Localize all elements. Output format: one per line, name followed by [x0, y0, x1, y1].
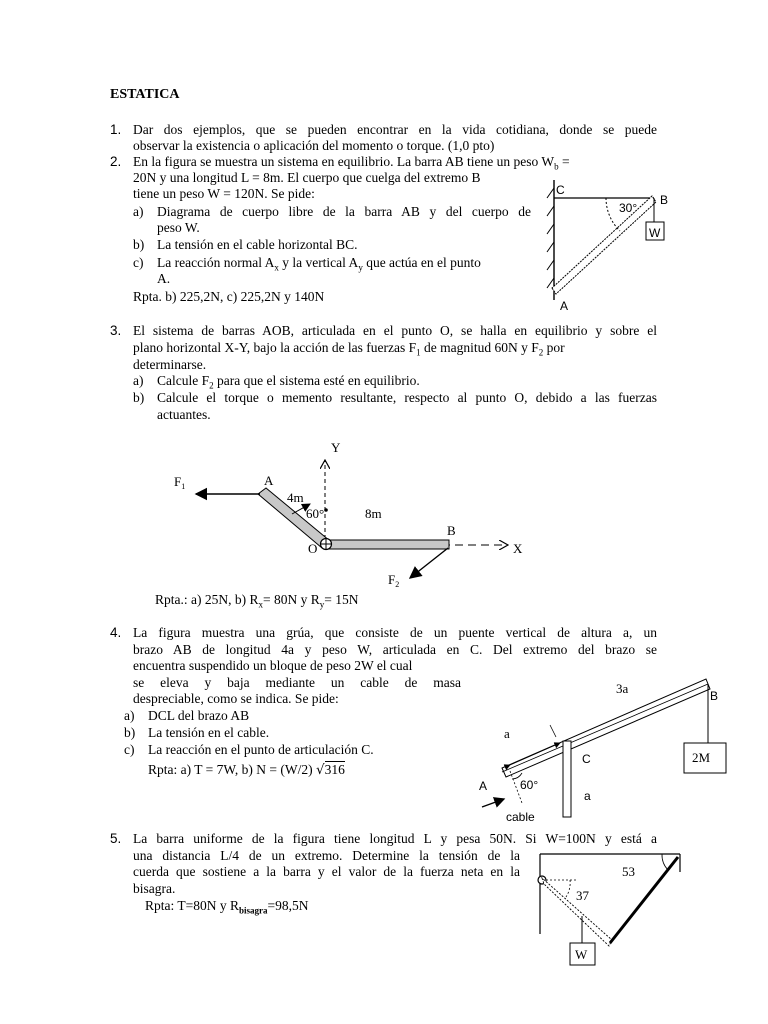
problem-3-line-2-text-3: por — [543, 340, 565, 355]
problem-3-answer-sub-2: y — [319, 599, 325, 610]
label-c: C — [582, 752, 591, 766]
problem-5-figure — [530, 852, 690, 972]
label-b: B — [447, 523, 456, 538]
problem-2-number: 2. — [110, 154, 122, 169]
problem-5-line-3: cuerda que sostiene a la barra y el valor de la fuerza neta en la — [133, 864, 520, 879]
angle-dot — [324, 508, 328, 512]
sqrt-icon: √ — [315, 762, 325, 778]
label-angle-30: 30° — [619, 201, 638, 215]
label-len-4m: 4m — [287, 490, 304, 505]
problem-5-answer-text-2: =98,5N — [267, 898, 309, 913]
problem-4-b-line-1: La tensión en el cable. — [148, 725, 270, 740]
problem-3-answer-text-2: = 80N y R — [263, 592, 320, 607]
problem-2-line-1-sub: b — [554, 161, 559, 172]
label-y: Y — [331, 440, 341, 455]
problem-5-number: 5. — [110, 831, 122, 846]
problem-1-number: 1. — [110, 122, 122, 137]
problem-3-b-label: b) — [133, 390, 145, 405]
problem-2-b-label: b) — [133, 237, 145, 252]
problem-5-answer-sub: bisagra — [239, 905, 268, 916]
problem-4-b-label: b) — [124, 725, 136, 740]
problem-4-number: 4. — [110, 625, 122, 640]
problem-3-line-3: determinarse. — [133, 357, 207, 372]
label-3a: 3a — [616, 681, 629, 696]
problem-2-a-line-2: peso W. — [157, 220, 200, 235]
problem-5-line-4: bisagra. — [133, 881, 176, 896]
problem-3-line-2-sub-1: 1 — [416, 347, 421, 358]
problem-2-line-3: tiene un peso W = 120N. Se pide: — [133, 186, 315, 201]
label-a-point: A — [479, 779, 488, 793]
problem-2-c-line-2: A. — [157, 271, 171, 286]
problem-4-answer-root: 316 — [324, 762, 345, 777]
problem-4-line-2: brazo AB de longitud 4a y peso W, articulada en C. Del extremo del brazo se — [133, 642, 657, 657]
problem-3-a-label: a) — [133, 373, 144, 388]
problem-4-answer-text: Rpta: a) T = 7W, b) N = (W/2) — [148, 762, 313, 777]
problem-2-c-label: c) — [133, 255, 144, 270]
problem-3-a-sub: 2 — [209, 380, 214, 391]
problem-4-line-1: La figura muestra una grúa, que consiste de un puente vertical de altura a, un — [133, 625, 657, 640]
problem-3-answer-sub-1: x — [258, 599, 263, 610]
problem-3-answer — [155, 592, 359, 613]
problem-2-c-text-1: La reacción normal A — [157, 255, 275, 270]
label-w: W — [575, 947, 588, 962]
boom-cable-line — [502, 684, 708, 772]
problem-2-a-label: a) — [133, 204, 144, 219]
label-a-side: a — [584, 789, 591, 803]
label-b: B — [660, 193, 669, 207]
label-a-top: a — [504, 726, 510, 741]
vertical-post — [563, 741, 571, 817]
problem-3-a-text-2: para que el sistema esté en equilibrio. — [213, 373, 420, 388]
problem-3-answer-text-1: Rpta.: a) 25N, b) R — [155, 592, 259, 607]
cable-arrow — [482, 799, 504, 807]
label-w: W — [649, 226, 661, 240]
problem-5-answer-text-1: Rpta: T=80N y R — [145, 898, 239, 913]
problem-4-line-3: encuentra suspendido un bloque de peso 2W el cual — [133, 658, 413, 673]
bar-ob — [325, 540, 449, 549]
label-c: C — [556, 183, 565, 197]
problem-3-number: 3. — [110, 323, 122, 338]
problem-4-c-line-1: La reacción en el punto de articulación C. — [148, 742, 374, 757]
problem-2-c-line-1 — [157, 255, 481, 276]
problem-5-line-1: La barra uniforme de la figura tiene longitud L y pesa 50N. Si W=100N y está a — [133, 831, 657, 846]
problem-2-c-text-2: y la vertical A — [278, 255, 359, 270]
problem-3-line-1: El sistema de barras AOB, articulada en el punto O, se halla en equilibrio y sobre el — [133, 323, 657, 338]
problem-2-b-line-1: La tensión en el cable horizontal BC. — [157, 237, 358, 252]
problem-2-answer: Rpta. b) 225,2N, c) 225,2N y 140N — [133, 289, 325, 304]
problem-3-line-2-text-2: de magnitud 60N y F — [420, 340, 539, 355]
label-o: O — [308, 541, 318, 556]
wall-hatching — [547, 188, 554, 288]
problem-3-answer-text-3: = 15N — [324, 592, 359, 607]
problem-3-b-line-1: Calcule el torque o memento resultante, respecto al punto O, debido a las fuerzas — [157, 390, 657, 405]
problem-3-b-line-2: actuantes. — [157, 407, 211, 422]
problem-2-a-line-1: Diagrama de cuerpo libre de la barra AB y del cuerpo de — [157, 204, 531, 219]
label-b: B — [710, 689, 719, 703]
problem-4-a-label: a) — [124, 708, 135, 723]
label-60: 60° — [520, 778, 539, 792]
problem-3-a-text-1: Calcule F — [157, 373, 210, 388]
problem-2-c-sub-2: y — [358, 262, 363, 273]
problem-1-line-2: observar la existencia o aplicación del momento o torque. (1,0 pto) — [133, 138, 495, 153]
force-f2-arrow — [410, 548, 448, 578]
problem-2-c-sub-1: x — [274, 262, 279, 273]
label-a: A — [264, 473, 274, 488]
bar-ab — [552, 196, 656, 294]
angle-arc — [606, 198, 620, 231]
problem-4-line-4: se eleva y baja mediante un cable de masa — [133, 675, 461, 690]
problem-4-answer — [148, 762, 345, 778]
label-cable: cable — [506, 810, 535, 824]
problem-4-line-5: despreciable, como se indica. Se pide: — [133, 691, 339, 706]
label-a: A — [560, 299, 569, 313]
label-37: 37 — [576, 888, 589, 903]
problem-3-figure — [160, 438, 540, 588]
problem-1-line-1: Dar dos ejemplos, que se pueden encontrar en la vida cotidiana, donde se puede — [133, 122, 657, 137]
problem-2-line-1-text: En la figura se muestra un sistema en equilibrio. La barra AB tiene un peso W — [133, 154, 555, 169]
problem-2-c-text-3: que actúa en el punto — [362, 255, 481, 270]
label-2m: 2M — [692, 750, 711, 765]
label-len-8m: 8m — [365, 506, 382, 521]
problem-4-c-label: c) — [124, 742, 135, 757]
label-f2: $F_2$ — [388, 572, 400, 589]
label-angle-60: 60° — [306, 506, 325, 521]
label-f1: $F_1$ — [174, 474, 186, 491]
problem-5-answer — [145, 898, 309, 919]
problem-2-line-1-end: = — [558, 154, 570, 169]
problem-2-line-2: 20N y una longitud L = 8m. El cuerpo que cuelga del extremo B — [133, 170, 481, 185]
problem-5-line-2: una distancia L/4 de un extremo. Determine la tensión de la — [133, 848, 520, 863]
page-title: ESTATICA — [110, 87, 180, 102]
problem-2-figure — [540, 176, 680, 316]
problem-4-figure — [470, 665, 740, 825]
problem-4-a-line-1: DCL del brazo AB — [148, 708, 250, 723]
problem-3-line-2-sub-2: 2 — [538, 347, 544, 358]
problem-3-line-2-text-1: plano horizontal X-Y, bajo la acción de las fuerzas F — [133, 340, 417, 355]
label-x: X — [513, 541, 523, 556]
label-53: 53 — [622, 864, 635, 879]
